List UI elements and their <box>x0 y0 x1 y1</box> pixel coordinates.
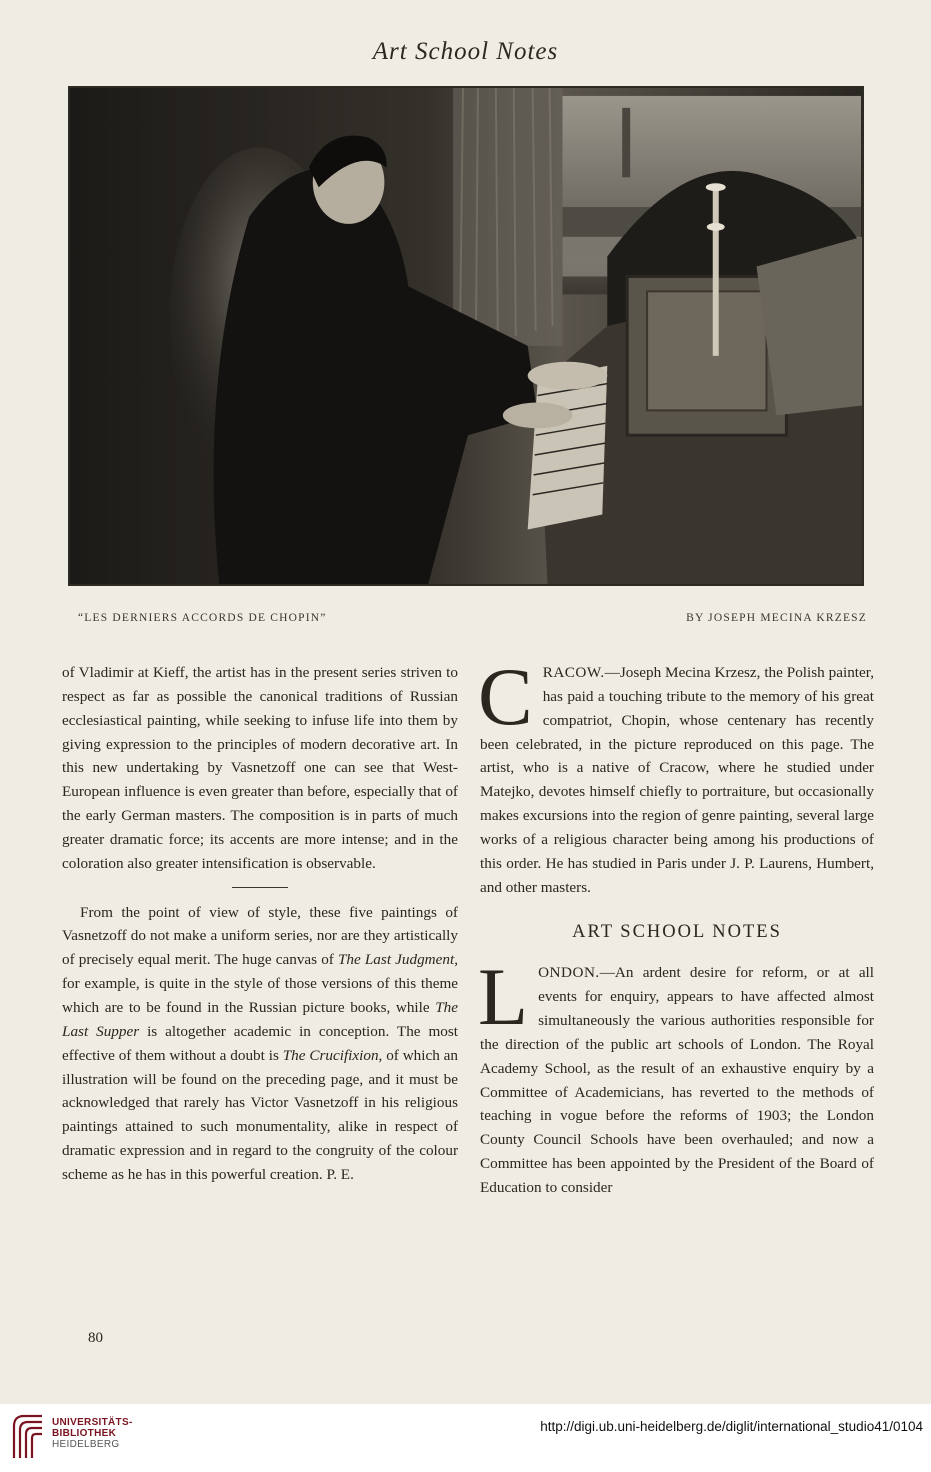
plate-caption-title: “LES DERNIERS ACCORDS DE CHOPIN” <box>78 612 327 624</box>
section-heading: ART SCHOOL NOTES <box>572 922 782 943</box>
plate-caption-artist: BY JOSEPH MECINA KRZESZ <box>686 612 867 624</box>
title-last-judgment: The Last Judgment <box>337 951 455 969</box>
running-head: Art School Notes <box>372 38 559 65</box>
digitization-footer <box>0 1404 931 1472</box>
library-logo-text: UNIVERSITÄTS- BIBLIOTHEK HEIDELBERG <box>52 1417 133 1450</box>
chopin-painting-plate <box>68 86 864 586</box>
painting-illustration <box>70 88 862 584</box>
dropcap-l: L <box>478 951 529 1043</box>
cracow-paragraph: CRACOW.—Joseph Mecina Krzesz, the Polish painter, has paid a touching tribute to the memory of his great compatriot, Chopin, whose centenary has recently been celebrated, in the picture reproduced on this page. The artist, who is a native of Cracow, where he studied under Matejko, devotes himself chiefly to portraiture, but occasionally makes excursions into the region of genre painting, several large works of a religious character being among his productions of this order. He has studied in Paris under J. P. Laurens, Humbert, and other masters. <box>478 651 874 896</box>
title-crucifixion: The Crucifixion <box>282 1046 379 1064</box>
vasnetzoff-paragraph-1: of Vladimir at Kieff, the artist has in the present series striven to respect as far as possible the canonical traditions of Russian ecclesiastical painting, while seeking to infuse life into them by giving expression to the principles of modern decorative art. In this new undertaking by Vasnetzoff one can see that West-European influence is even greater than before, especially that of the early German masters. The composition is in parts of much greater dramatic force; its accents are more intense; and in the coloration also greater intensification is observable. <box>62 664 458 872</box>
library-logo-icon <box>10 1412 46 1460</box>
page-number: 80 <box>88 1330 103 1346</box>
london-paragraph: LONDON.—An ardent desire for reform, or at all events for enquiry, appears to have affected almost simultaneously the various authorities responsible for the direction of the public art schools of London. The Royal Academy School, as the result of an exhaustive enquiry by a Committee of Academicians, has reverted to the methods of teaching in vogue before the reforms of 1903; the London County Council Schools have been overhauled; and now a Committee has been appointed by the President of the Board of Education to consider <box>478 951 874 1196</box>
digitization-url-link[interactable]: http://digi.ub.uni-heidelberg.de/diglit/international_studio41/0104 <box>540 1419 923 1434</box>
left-column <box>62 661 458 1187</box>
author-initials: P. E. <box>326 1165 354 1183</box>
section-divider <box>232 887 288 888</box>
dropcap-c: C <box>478 651 533 742</box>
right-column <box>478 651 874 1200</box>
vasnetzoff-paragraph-2: From the point of view of style, these five paintings of Vasnetzoff do not make a uniform series, nor are they artistically of precisely equal merit. The huge canvas of The Last Judgment, for example, is quite in the style of those versions of this theme which are to be found in the Russian picture books, while The Last Supper is altogether academic in conception. The most effective of them without a doubt is The Crucifixion, of which an illustration will be found on the preceding page, and it must be acknowledged that rarely has Victor Vasnetzoff in his religious paintings attained to such monumentality, alike in respect of dramatic expression and in regard to the congruity of the colour scheme as he has in this powerful creation. P. E. <box>62 903 459 1183</box>
title-last-supper: The Last Supper <box>62 998 458 1040</box>
